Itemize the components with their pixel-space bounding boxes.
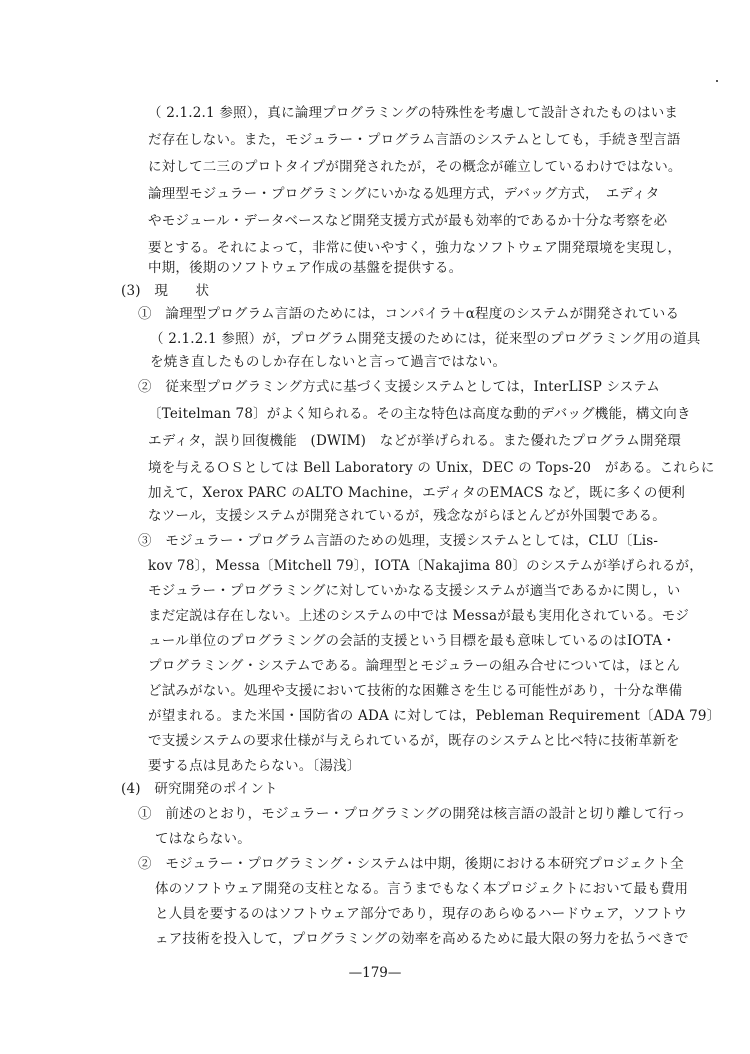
text-line: が望まれる。また米国・国防省の ADA に対しては，Pebleman Requirement〔ADA 79〕 xyxy=(148,708,721,724)
text-line: ェア技術を投入して，プログラミングの効率を高めるために最大限の努力を払うべきで xyxy=(155,931,689,947)
text-line: まだ定説は存在しない。上述のシステムの中では Messaが最も実用化されている。モジ xyxy=(148,608,690,624)
text-line: だ存在しない。また，モジュラー・プログラム言語のシステムとしても，手続き型言語 xyxy=(148,132,681,148)
text-line: と人員を要するのはソフトウェア部分であり，現存のあらゆるハードウェア，ソフトウ xyxy=(155,906,688,922)
text-line: モジュラー・プログラミングに対していかなる支援システムが適当であるかに関し，い xyxy=(148,583,681,599)
text-line: （ 2.1.2.1 参照），真に論理プログラミングの特殊性を考慮して設計されたものはいま xyxy=(148,105,679,121)
text-line: ど試みがない。処理や支援において技術的な困難さを生じる可能性があり，十分な準備 xyxy=(148,683,683,699)
text-line: なツール，支援システムが開発されているが，残念ながらほとんどが外国製である。 xyxy=(148,508,666,524)
text-line: 要する点は見あたらない。〔湯浅〕 xyxy=(148,758,361,774)
text-line: 中期，後期のソフトウェア作成の基盤を提供する。 xyxy=(148,260,463,276)
scan-mark xyxy=(716,80,718,82)
section-heading: (4) 研究開発のポイント xyxy=(121,781,278,797)
text-line: で支援システムの要求仕様が与えられているが，既存のシステムと比べ特に技術革新を xyxy=(148,733,680,749)
text-line: プログラミング・システムである。論理型とモジュラーの組み合せについては，ほとん xyxy=(148,658,681,674)
text-line: ① 前述のとおり，モジュラー・プログラミングの開発は核言語の設計と切り離して行っ xyxy=(138,806,686,822)
text-line: ュール単位のプログラミングの会話的支援という目標を最も意味しているのはIOTA・ xyxy=(148,633,676,649)
text-line: てはならない。 xyxy=(155,831,251,847)
text-line: （ 2.1.2.1 参照）が，プログラム開発支援のためには，従来型のプログラミング用の道具 xyxy=(150,331,701,347)
text-line: ① 論理型プログラム言語のためには，コンパイラ＋α程度のシステムが開発されている xyxy=(138,306,680,322)
text-line: 論理型モジュラー・プログラミングにいかなる処理方式，デバッグ方式， エディタ xyxy=(148,186,660,202)
text-line: 境を与えるＯＳとしては Bell Laboratory の Unix，DEC の Tops-20 がある。これらに xyxy=(148,460,715,476)
text-line: を焼き直したものしか存在しないと言って過言ではない。 xyxy=(150,354,507,370)
text-line: 要とする。それによって，非常に使いやすく，強力なソフトウェア開発環境を実現し， xyxy=(148,240,682,256)
page-number: —179— xyxy=(348,965,402,981)
text-line: ③ モジュラー・プログラム言語のための処理，支援システムとしては，CLU〔Lis- xyxy=(138,533,659,549)
text-line: 〔Teitelman 78〕がよく知られる。その主な特色は高度な動的デバッグ機能，構文向き xyxy=(148,406,691,422)
text-line: kov 78〕，Messa〔Mitchell 79〕，IOTA〔Nakajima 80〕のシステムが挙げられるが， xyxy=(148,558,703,574)
text-line: 加えて，Xerox PARC のALTO Machine，エディタのEMACS など，既に多くの便利 xyxy=(148,485,686,501)
text-line: エディタ，誤り回復機能 (DWIM) などが挙げられる。また優れたプログラム開発環 xyxy=(148,433,682,449)
section-heading: (3) 現 状 xyxy=(121,283,210,299)
text-line: ② 従来型プログラミング方式に基づく支援システムとしては，InterLISP システム xyxy=(138,379,660,395)
text-line: やモジュール・データベースなど開発支援方式が最も効率的であるか十分な考察を必 xyxy=(148,213,668,229)
text-line: ② モジュラー・プログラミング・システムは中期，後期における本研究プロジェクト全 xyxy=(138,856,684,872)
text-line: に対して二三のプロトタイプが開発されたが，その概念が確立しているわけではない。 xyxy=(148,159,682,175)
text-line: 体のソフトウェア開発の支柱となる。言うまでもなく本プロジェクトにおいて最も費用 xyxy=(155,881,689,897)
